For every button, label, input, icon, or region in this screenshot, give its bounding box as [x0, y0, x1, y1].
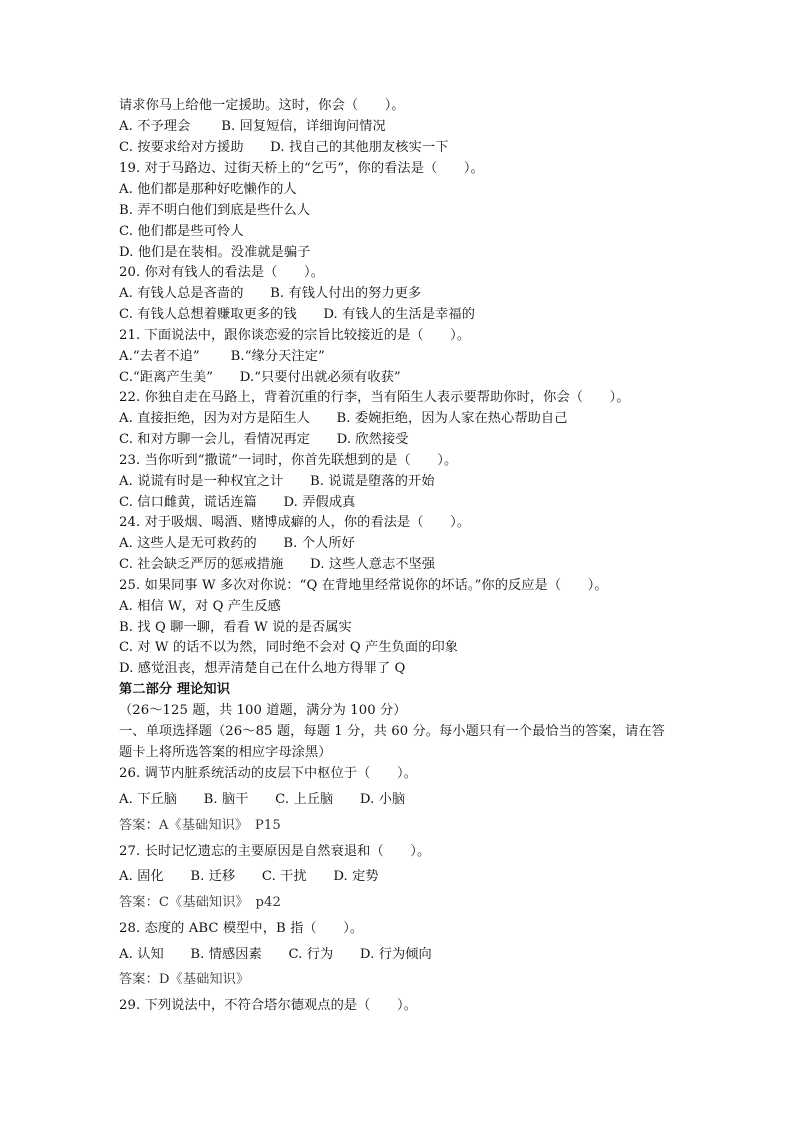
question-line: 25. 如果同事 W 多次对你说：“Q 在背地里经常说你的坏话。”你的反应是（ ）。	[119, 578, 608, 593]
option-line: A. 他们都是那种好吃懒作的人	[119, 182, 297, 197]
question-line: 20. 你对有钱人的看法是（ ）。	[119, 265, 324, 280]
question-line: 28. 态度的 ABC 模型中，B 指（ ）。	[119, 921, 364, 936]
option-line: D. 感觉沮丧，想弄清楚自己在什么地方得罪了 Q	[119, 661, 406, 676]
option-line: A. 不予理会 B. 回复短信，详细询问情况	[119, 119, 386, 134]
option-line: C. 信口雌黄，谎话连篇 D. 弄假成真	[119, 495, 356, 510]
option-line: C. 按要求给对方援助 D. 找自己的其他朋友核实一下	[119, 140, 449, 155]
option-line: A. 直接拒绝，因为对方是陌生人 B. 委婉拒绝，因为人家在热心帮助自己	[119, 411, 568, 426]
instruction-line: 题卡上将所选答案的相应字母涂黑）	[119, 745, 332, 760]
question-line: 24. 对于吸烟、喝酒、赌博成癖的人，你的看法是（ ）。	[119, 515, 471, 530]
option-line: B. 弄不明白他们到底是些什么人	[119, 203, 311, 218]
option-line: A. 有钱人总是吝啬的 B. 有钱人付出的努力更多	[119, 286, 422, 301]
option-line: C. 他们都是些可怜人	[119, 224, 244, 239]
option-line: D. 他们是在装相。没准就是骗子	[119, 245, 311, 260]
question-line: 27. 长时记忆遗忘的主要原因是自然衰退和（ ）。	[119, 844, 431, 859]
question-line: 29. 下列说法中，不符合塔尔德观点的是（ ）。	[119, 998, 417, 1013]
question-line: 19. 对于马路边、过街天桥上的“乞丐”，你的看法是（ ）。	[119, 161, 484, 176]
answer-line: 答案：A《基础知识》 P15	[119, 818, 281, 833]
option-line: C. 社会缺乏严厉的惩戒措施 D. 这些人意志不坚强	[119, 557, 436, 572]
question-line: 23. 当你听到“撒谎”一词时，你首先联想到的是（ ）。	[119, 453, 458, 468]
question-line: 22. 你独自走在马路上，背着沉重的行李，当有陌生人表示要帮助你时，你会（ ）。	[119, 390, 630, 405]
option-line: A. 下丘脑 B. 脑干 C. 上丘脑 D. 小脑	[119, 792, 406, 807]
option-line: A. 认知 B. 情感因素 C. 行为 D. 行为倾向	[119, 947, 432, 962]
section-note: （26～125 题，共 100 道题，满分为 100 分）	[119, 703, 407, 718]
question-line: 26. 调节内脏系统活动的皮层下中枢位于（ ）。	[119, 766, 417, 781]
option-line: C. 对 W 的话不以为然，同时绝不会对 Q 产生负面的印象	[119, 640, 459, 655]
option-line: A. 固化 B. 迁移 C. 干扰 D. 定势	[119, 869, 379, 884]
option-line: A. 相信 W，对 Q 产生反感	[119, 599, 281, 614]
question-line: 21. 下面说法中，跟你谈恋爱的宗旨比较接近的是（ ）。	[119, 328, 471, 343]
text-line: 请求你马上给他一定援助。这时，你会（ ）。	[119, 98, 405, 113]
option-line: A.“去者不追” B.“缘分天注定”	[119, 349, 325, 364]
option-line: C. 和对方聊一会儿，看情况再定 D. 欣然接受	[119, 432, 409, 447]
option-line: A. 说谎有时是一种权宜之计 B. 说谎是堕落的开始	[119, 474, 435, 489]
answer-line: 答案：C《基础知识》 p42	[119, 895, 281, 910]
instruction-line: 一、单项选择题（26～85 题，每题 1 分，共 60 分。每小题只有一个最恰当的答案，请在答	[119, 724, 665, 739]
option-line: C. 有钱人总想着赚取更多的钱 D. 有钱人的生活是幸福的	[119, 307, 475, 322]
option-line: C.“距离产生美” D.“只要付出就必须有收获”	[119, 370, 401, 385]
option-line: A. 这些人是无可救药的 B. 个人所好	[119, 536, 355, 551]
answer-line: 答案：D《基础知识》	[119, 972, 250, 987]
section-heading: 第二部分 理论知识	[119, 682, 230, 697]
option-line: B. 找 Q 聊一聊，看看 W 说的是否属实	[119, 620, 352, 635]
